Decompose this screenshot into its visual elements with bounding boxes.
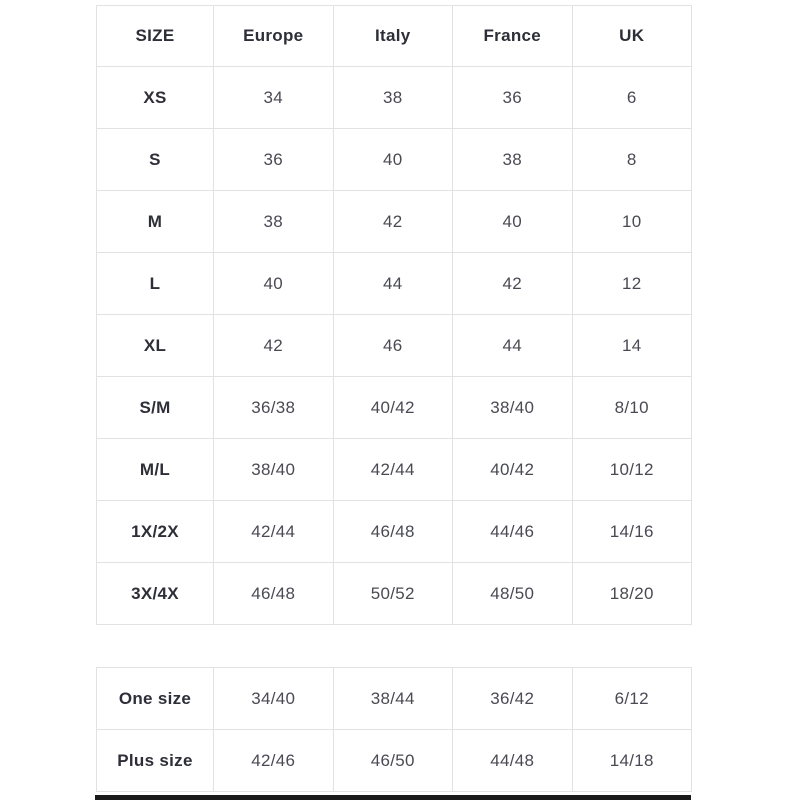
size-table-header [97, 6, 692, 67]
size-value-cell: 36/42 [453, 668, 573, 730]
column-header: France [453, 6, 573, 67]
size-value-cell: 42 [453, 253, 573, 315]
size-value-cell: 34/40 [214, 668, 334, 730]
size-value-cell: 42 [333, 191, 453, 253]
table-row [97, 730, 692, 792]
row-label: S [97, 129, 214, 191]
size-value-cell: 8/10 [572, 377, 692, 439]
size-value-cell: 6/12 [572, 668, 692, 730]
row-label: Plus size [97, 730, 214, 792]
size-value-cell: 44 [453, 315, 573, 377]
size-value-cell: 38 [214, 191, 334, 253]
table-row [97, 315, 692, 377]
size-value-cell: 38 [333, 67, 453, 129]
size-value-cell: 44/48 [453, 730, 573, 792]
size-value-cell: 36 [453, 67, 573, 129]
size-value-cell: 36 [214, 129, 334, 191]
size-value-cell: 10 [572, 191, 692, 253]
size-value-cell: 34 [214, 67, 334, 129]
table-row [97, 668, 692, 730]
size-value-cell: 10/12 [572, 439, 692, 501]
size-value-cell: 38/44 [333, 668, 453, 730]
table-row [97, 67, 692, 129]
column-header: SIZE [97, 6, 214, 67]
size-value-cell: 44/46 [453, 501, 573, 563]
size-value-cell: 46/48 [333, 501, 453, 563]
size-value-cell: 50/52 [333, 563, 453, 625]
column-header: Italy [333, 6, 453, 67]
size-value-cell: 18/20 [572, 563, 692, 625]
size-value-cell: 14 [572, 315, 692, 377]
size-table-body [97, 67, 692, 625]
table-row [97, 439, 692, 501]
row-label: 1X/2X [97, 501, 214, 563]
size-value-cell: 46 [333, 315, 453, 377]
size-value-cell: 40 [453, 191, 573, 253]
size-value-cell: 38/40 [214, 439, 334, 501]
size-value-cell: 44 [333, 253, 453, 315]
size-value-cell: 8 [572, 129, 692, 191]
row-label: XL [97, 315, 214, 377]
size-value-cell: 48/50 [453, 563, 573, 625]
size-value-cell: 40 [214, 253, 334, 315]
table-row [97, 377, 692, 439]
size-value-cell: 46/50 [333, 730, 453, 792]
table-row [97, 191, 692, 253]
table-row [97, 129, 692, 191]
column-header: UK [572, 6, 692, 67]
row-label: L [97, 253, 214, 315]
table-row [97, 563, 692, 625]
size-value-cell: 12 [572, 253, 692, 315]
size-value-cell: 6 [572, 67, 692, 129]
row-label: S/M [97, 377, 214, 439]
size-value-cell: 40/42 [453, 439, 573, 501]
size-value-cell: 40 [333, 129, 453, 191]
row-label: One size [97, 668, 214, 730]
special-sizes-body [97, 668, 692, 792]
table-row [97, 253, 692, 315]
table-row [97, 501, 692, 563]
size-value-cell: 42/44 [214, 501, 334, 563]
size-value-cell: 14/18 [572, 730, 692, 792]
size-value-cell: 40/42 [333, 377, 453, 439]
size-value-cell: 42 [214, 315, 334, 377]
header-row [97, 6, 692, 67]
size-value-cell: 38/40 [453, 377, 573, 439]
size-value-cell: 42/46 [214, 730, 334, 792]
size-value-cell: 42/44 [333, 439, 453, 501]
row-label: XS [97, 67, 214, 129]
cutoff-element-bar [95, 795, 691, 800]
size-value-cell: 46/48 [214, 563, 334, 625]
size-conversion-table [96, 5, 692, 625]
row-label: M [97, 191, 214, 253]
column-header: Europe [214, 6, 334, 67]
row-label: 3X/4X [97, 563, 214, 625]
special-sizes-table [96, 667, 692, 792]
size-value-cell: 36/38 [214, 377, 334, 439]
size-value-cell: 38 [453, 129, 573, 191]
size-value-cell: 14/16 [572, 501, 692, 563]
row-label: M/L [97, 439, 214, 501]
